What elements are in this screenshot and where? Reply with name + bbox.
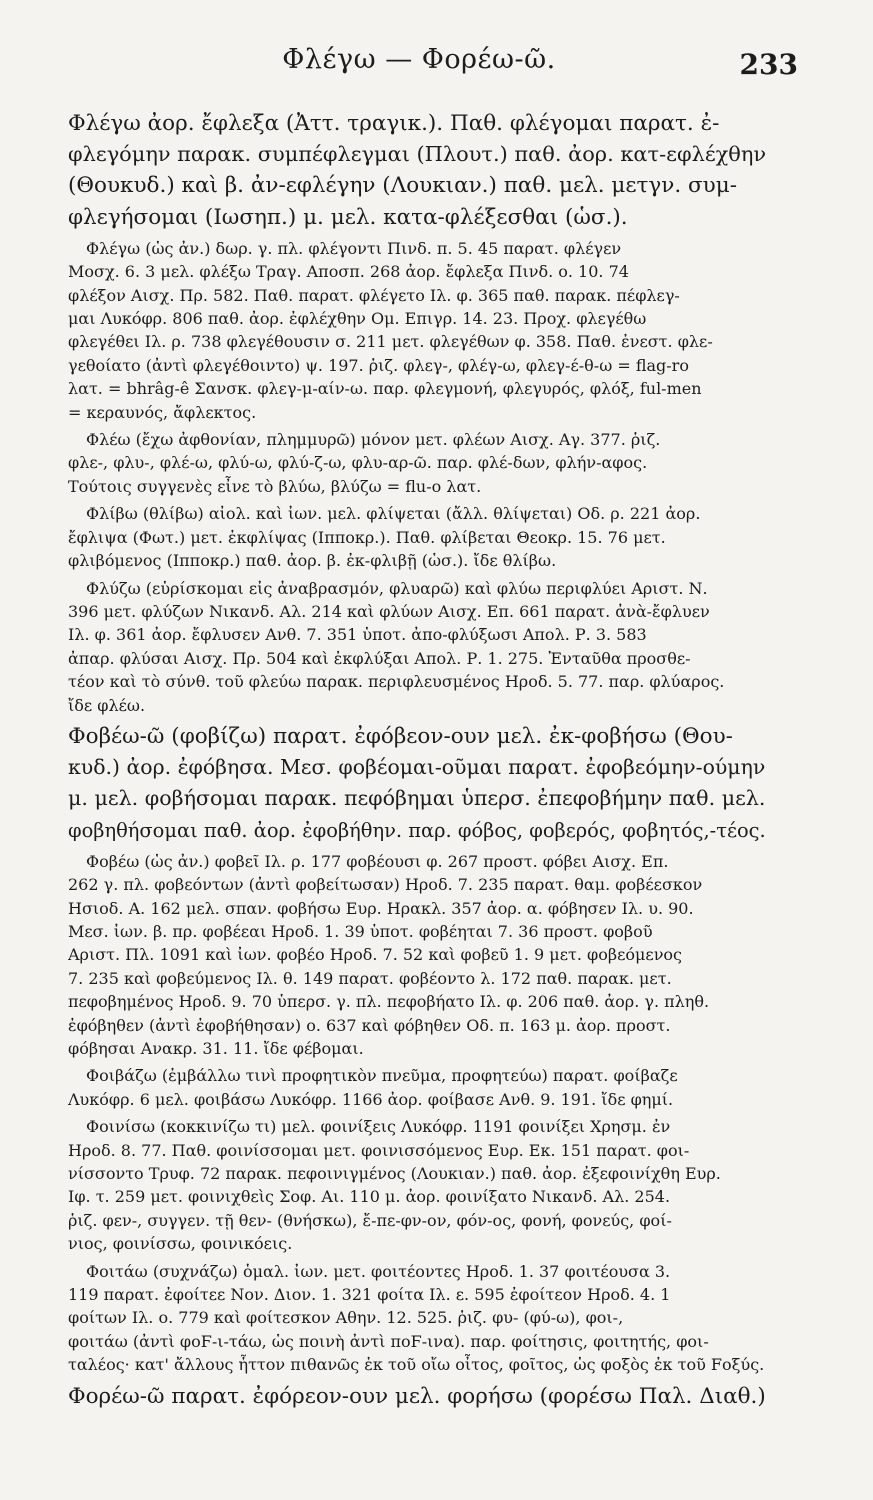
page-number: 233 (739, 48, 798, 81)
entry-line: Φοιβάζω (ἐμβάλλω τινὶ προφητικὸν πνεῦμα, προφητεύω) παρατ. φοίβαζε (86, 1066, 678, 1086)
entry-line: 396 μετ. φλύζων Νικανδ. Αλ. 214 καὶ φλύων Αισχ. Επ. 661 παρατ. ἀνὰ-ἔφλυεν (68, 601, 710, 621)
entry-line: Φλέγω (ὡς ἀν.) δωρ. γ. πλ. φλέγοντι Πινδ. π. 5. 45 παρατ. φλέγεν (86, 238, 622, 258)
entry-line: 7. 235 καὶ φοβεύμενος Ιλ. θ. 149 παρατ. φοβέοντο λ. 172 παθ. παρακ. μετ. (68, 968, 672, 988)
entry-fobeo-detail (68, 850, 766, 1061)
entry-line: φοίτων Ιλ. ο. 779 καὶ φοίτεσκον Αθην. 12. 525. ῥιζ. φυ- (φύ-ω), φοι-, (68, 1308, 624, 1328)
entry-line: = κεραυνός, ἄφλεκτος. (68, 402, 257, 422)
entry-line: φοιτάω (ἀντὶ φοϜ-ι-τάω, ὡς ποινὴ ἀντὶ ποϜ-ινα). παρ. φοίτησις, φοιτητής, φοι- (68, 1331, 709, 1351)
entry-line: μαι Λυκόφρ. 806 παθ. ἀορ. ἐφλέχθην Ομ. Επιγρ. 14. 23. Προχ. φλεγέθω (68, 309, 647, 329)
entry-foibazo (68, 1064, 766, 1111)
dictionary-text (68, 108, 766, 1412)
entry-fobeo-main (68, 721, 766, 846)
page-header (70, 44, 798, 94)
entry-line: φλέξον Αισχ. Πρ. 582. Παθ. παρατ. φλέγετο Ιλ. φ. 365 παθ. παρακ. πέφλεγ- (68, 285, 680, 305)
entry-line: πεφοβημένος Ηροδ. 9. 70 ὑπερσ. γ. πλ. πεφοβήατο Ιλ. φ. 206 παθ. ἀορ. γ. πληθ. (68, 992, 710, 1012)
entry-flego-main (68, 108, 766, 233)
entry-line: Φλίβω (θλίβω) αἰολ. καὶ ἰων. μελ. φλίψεται (ἄλλ. θλίψεται) Οδ. ρ. 221 ἀορ. (86, 504, 701, 524)
entry-flibo (68, 502, 766, 572)
entry-line: Φλέω (ἔχω ἀφθονίαν, πλημμυρῶ) μόνον μετ. φλέων Αισχ. Αγ. 377. ῥιζ. (86, 430, 661, 450)
entry-line: ἔφλιψα (Φωτ.) μετ. ἐκφλίψας (Ιπποκρ.). Παθ. φλίβεται Θεοκρ. 15. 76 μετ. (68, 527, 666, 547)
entry-line: Ιλ. φ. 361 ἀορ. ἔφλυσεν Ανθ. 7. 351 ὑποτ. ἀπο-φλύξωσι Απολ. Ρ. 3. 583 (68, 625, 647, 645)
entry-line: Φλέγω ἀορ. ἔφλεξα (Ἀττ. τραγικ.). Παθ. φλέγομαι παρατ. ἐ- (68, 111, 720, 136)
entry-line: Φλύζω (εὑρίσκομαι εἰς ἀναβρασμόν, φλυαρῶ) καὶ φλύω περιφλύει Αριστ. Ν. (86, 578, 708, 598)
entry-line: 262 γ. πλ. φοβεόντων (ἀντὶ φοβείτωσαν) Ηροδ. 7. 235 παρατ. θαμ. φοβέεσκον (68, 875, 703, 895)
entry-line: Φοιτάω (συχνάζω) ὁμαλ. ἰων. μετ. φοιτέοντες Ηροδ. 1. 37 φοιτέουσα 3. (86, 1261, 671, 1281)
entry-line: νίσσοντο Τρυφ. 72 παρακ. πεφοινιγμένος (Λουκιαν.) παθ. ἀορ. ἐξεφοινίχθη Ευρ. (68, 1164, 721, 1184)
entry-line: Φοβέω-ῶ (φοβίζω) παρατ. ἐφόβεον-ουν μελ. ἐκ-φοβήσω (Θου- (68, 723, 733, 749)
entry-line: Τούτοις συγγενὲς εἶνε τὸ βλύω, βλύζω = flu-o λατ. (68, 476, 482, 496)
entry-line: λατ. = bhrâg-ê Σανσκ. φλεγ-μ-αίν-ω. παρ. φλεγμονή, φλεγυρός, φλόξ, ful-men (68, 379, 702, 399)
entry-line: (Θουκυδ.) καὶ β. ἀν-εφλέγην (Λουκιαν.) παθ. μελ. μετγν. συμ- (68, 173, 737, 199)
entry-line: γεθοίατο (ἀντὶ φλεγέθοιντο) ψ. 197. ῥιζ. φλεγ-, φλέγ-ω, φλεγ-έ-θ-ω = flag-ro (68, 355, 689, 375)
entry-foitao (68, 1260, 766, 1377)
entry-line: φοβηθήσομαι παθ. ἀορ. ἐφοβήθην. παρ. φόβος, φοβερός, φοβητός,-τέος. (68, 818, 766, 842)
entry-line: μ. μελ. φοβήσομαι παρακ. πεφόβημαι ὑπερσ. ἐπεφοβήμην παθ. μελ. (68, 786, 766, 811)
entry-line: φόβησαι Ανακρ. 31. 11. ἴδε φέβομαι. (68, 1039, 364, 1058)
entry-line: ἀπαρ. φλύσαι Αισχ. Πρ. 504 καὶ ἐκφλύξαι Απολ. Ρ. 1. 275. Ἐνταῦθα προσθε- (68, 648, 691, 668)
entry-line: φλεγήσομαι (Ιωσηπ.) μ. μελ. κατα-φλέξεσθαι (ὡσ.). (68, 204, 628, 230)
entry-line: Φορέω-ῶ παρατ. ἐφόρεον-ουν μελ. φορήσω (φορέσω Παλ. Διαθ.) (68, 1383, 766, 1409)
entry-line: φλεγέθει Ιλ. ρ. 738 φλεγέθουσιν σ. 211 μετ. φλεγέθων φ. 358. Παθ. ἐνεστ. φλε- (68, 332, 713, 352)
entry-line: φλιβόμενος (Ιπποκρ.) παθ. ἀορ. β. ἐκ-φλιβῇ (ὡσ.). ἴδε θλίβω. (68, 551, 557, 571)
entry-line: Μοσχ. 6. 3 μελ. φλέξω Τραγ. Αποσπ. 268 ἀορ. ἔφλεξα Πινδ. ο. 10. 74 (68, 262, 629, 282)
entry-flego-detail (68, 237, 766, 424)
entry-line: Ηροδ. 8. 77. Παθ. φοινίσσομαι μετ. φοινισσόμενος Ευρ. Εκ. 151 παρατ. φοι- (68, 1140, 690, 1160)
entry-line: Αριστ. Πλ. 1091 καὶ ἰων. φοβέο Ηροδ. 7. 52 καὶ φοβεῦ 1. 9 μετ. φοβεόμενος (68, 945, 683, 965)
entry-line: φλεγόμην παρακ. συμπέφλεγμαι (Πλουτ.) παθ. ἀορ. κατ-εφλέχθην (68, 142, 766, 167)
entry-line: ῥιζ. φεν-, συγγεν. τῇ θεν- (θνήσκω), ἔ-πε-φν-ον, φόν-ος, φονή, φονεύς, φοί- (68, 1210, 672, 1230)
entry-line: τέον καὶ τὸ σύνθ. τοῦ φλεύω παρακ. περιφλευσμένος Ηροδ. 5. 77. παρ. φλύαρος. (68, 672, 725, 692)
entry-line: Ησιοδ. Α. 162 μελ. σπαν. φοβήσω Ευρ. Ηρακλ. 357 ἀορ. α. φόβησεν Ιλ. υ. 90. (68, 898, 694, 918)
entry-line: Μεσ. ἰων. β. πρ. φοβέεαι Ηροδ. 1. 39 ὑποτ. φοβέηται 7. 36 προστ. φοβοῦ (68, 921, 653, 941)
entry-line: Φοβέω (ὡς ἀν.) φοβεῖ Ιλ. ρ. 177 φοβέουσι φ. 267 προστ. φόβει Αισχ. Επ. (86, 851, 669, 871)
entry-foiniso (68, 1115, 766, 1255)
entry-flyzo (68, 577, 766, 717)
entry-line: ταλέος· κατ' ἄλλους ἧττον πιθανῶς ἐκ τοῦ οἴω οἶτος, φοῖτος, ὡς φοξὸς ἐκ τοῦ Fοξύς. (68, 1355, 765, 1375)
entry-line: 119 παρατ. ἐφοίτεε Νον. Διον. 1. 321 φοίτα Ιλ. ε. 595 ἐφοίτεον Ηροδ. 4. 1 (68, 1285, 671, 1305)
entry-line: ἐφόβηθεν (ἀντὶ ἐφοβήθησαν) ο. 637 καὶ φόβηθεν Οδ. π. 163 μ. ἀορ. προστ. (68, 1015, 671, 1035)
entry-line: Φοινίσω (κοκκινίζω τι) μελ. φοινίξεις Λυκόφρ. 1191 φοινίξει Χρησμ. ἐν (86, 1117, 671, 1137)
entry-line: φλε-, φλυ-, φλέ-ω, φλύ-ω, φλύ-ζ-ω, φλυ-αρ-ῶ. παρ. φλέ-δων, φλήν-αφος. (68, 453, 648, 473)
entry-line: Λυκόφρ. 6 μελ. φοιβάσω Λυκόφρ. 1166 ἀορ. φοίβασε Ανθ. 9. 191. ἴδε φημί. (68, 1089, 674, 1109)
entry-foreo-main (68, 1381, 766, 1412)
running-title: Φλέγω — Φορέω-ῶ. (282, 44, 556, 75)
entry-line: ἴδε φλέω. (68, 695, 146, 715)
entry-line: κυδ.) ἀορ. ἐφόβησα. Μεσ. φοβέομαι-οῦμαι παρατ. ἐφοβεόμην-ούμην (68, 755, 766, 780)
entry-fleo (68, 428, 766, 498)
entry-line: νιος, φοινίσσω, φοινικόεις. (68, 1234, 293, 1254)
entry-line: Ιφ. τ. 259 μετ. φοινιχθεὶς Σοφ. Αι. 110 μ. ἀορ. φοινίξατο Νικανδ. Αλ. 254. (68, 1187, 671, 1207)
